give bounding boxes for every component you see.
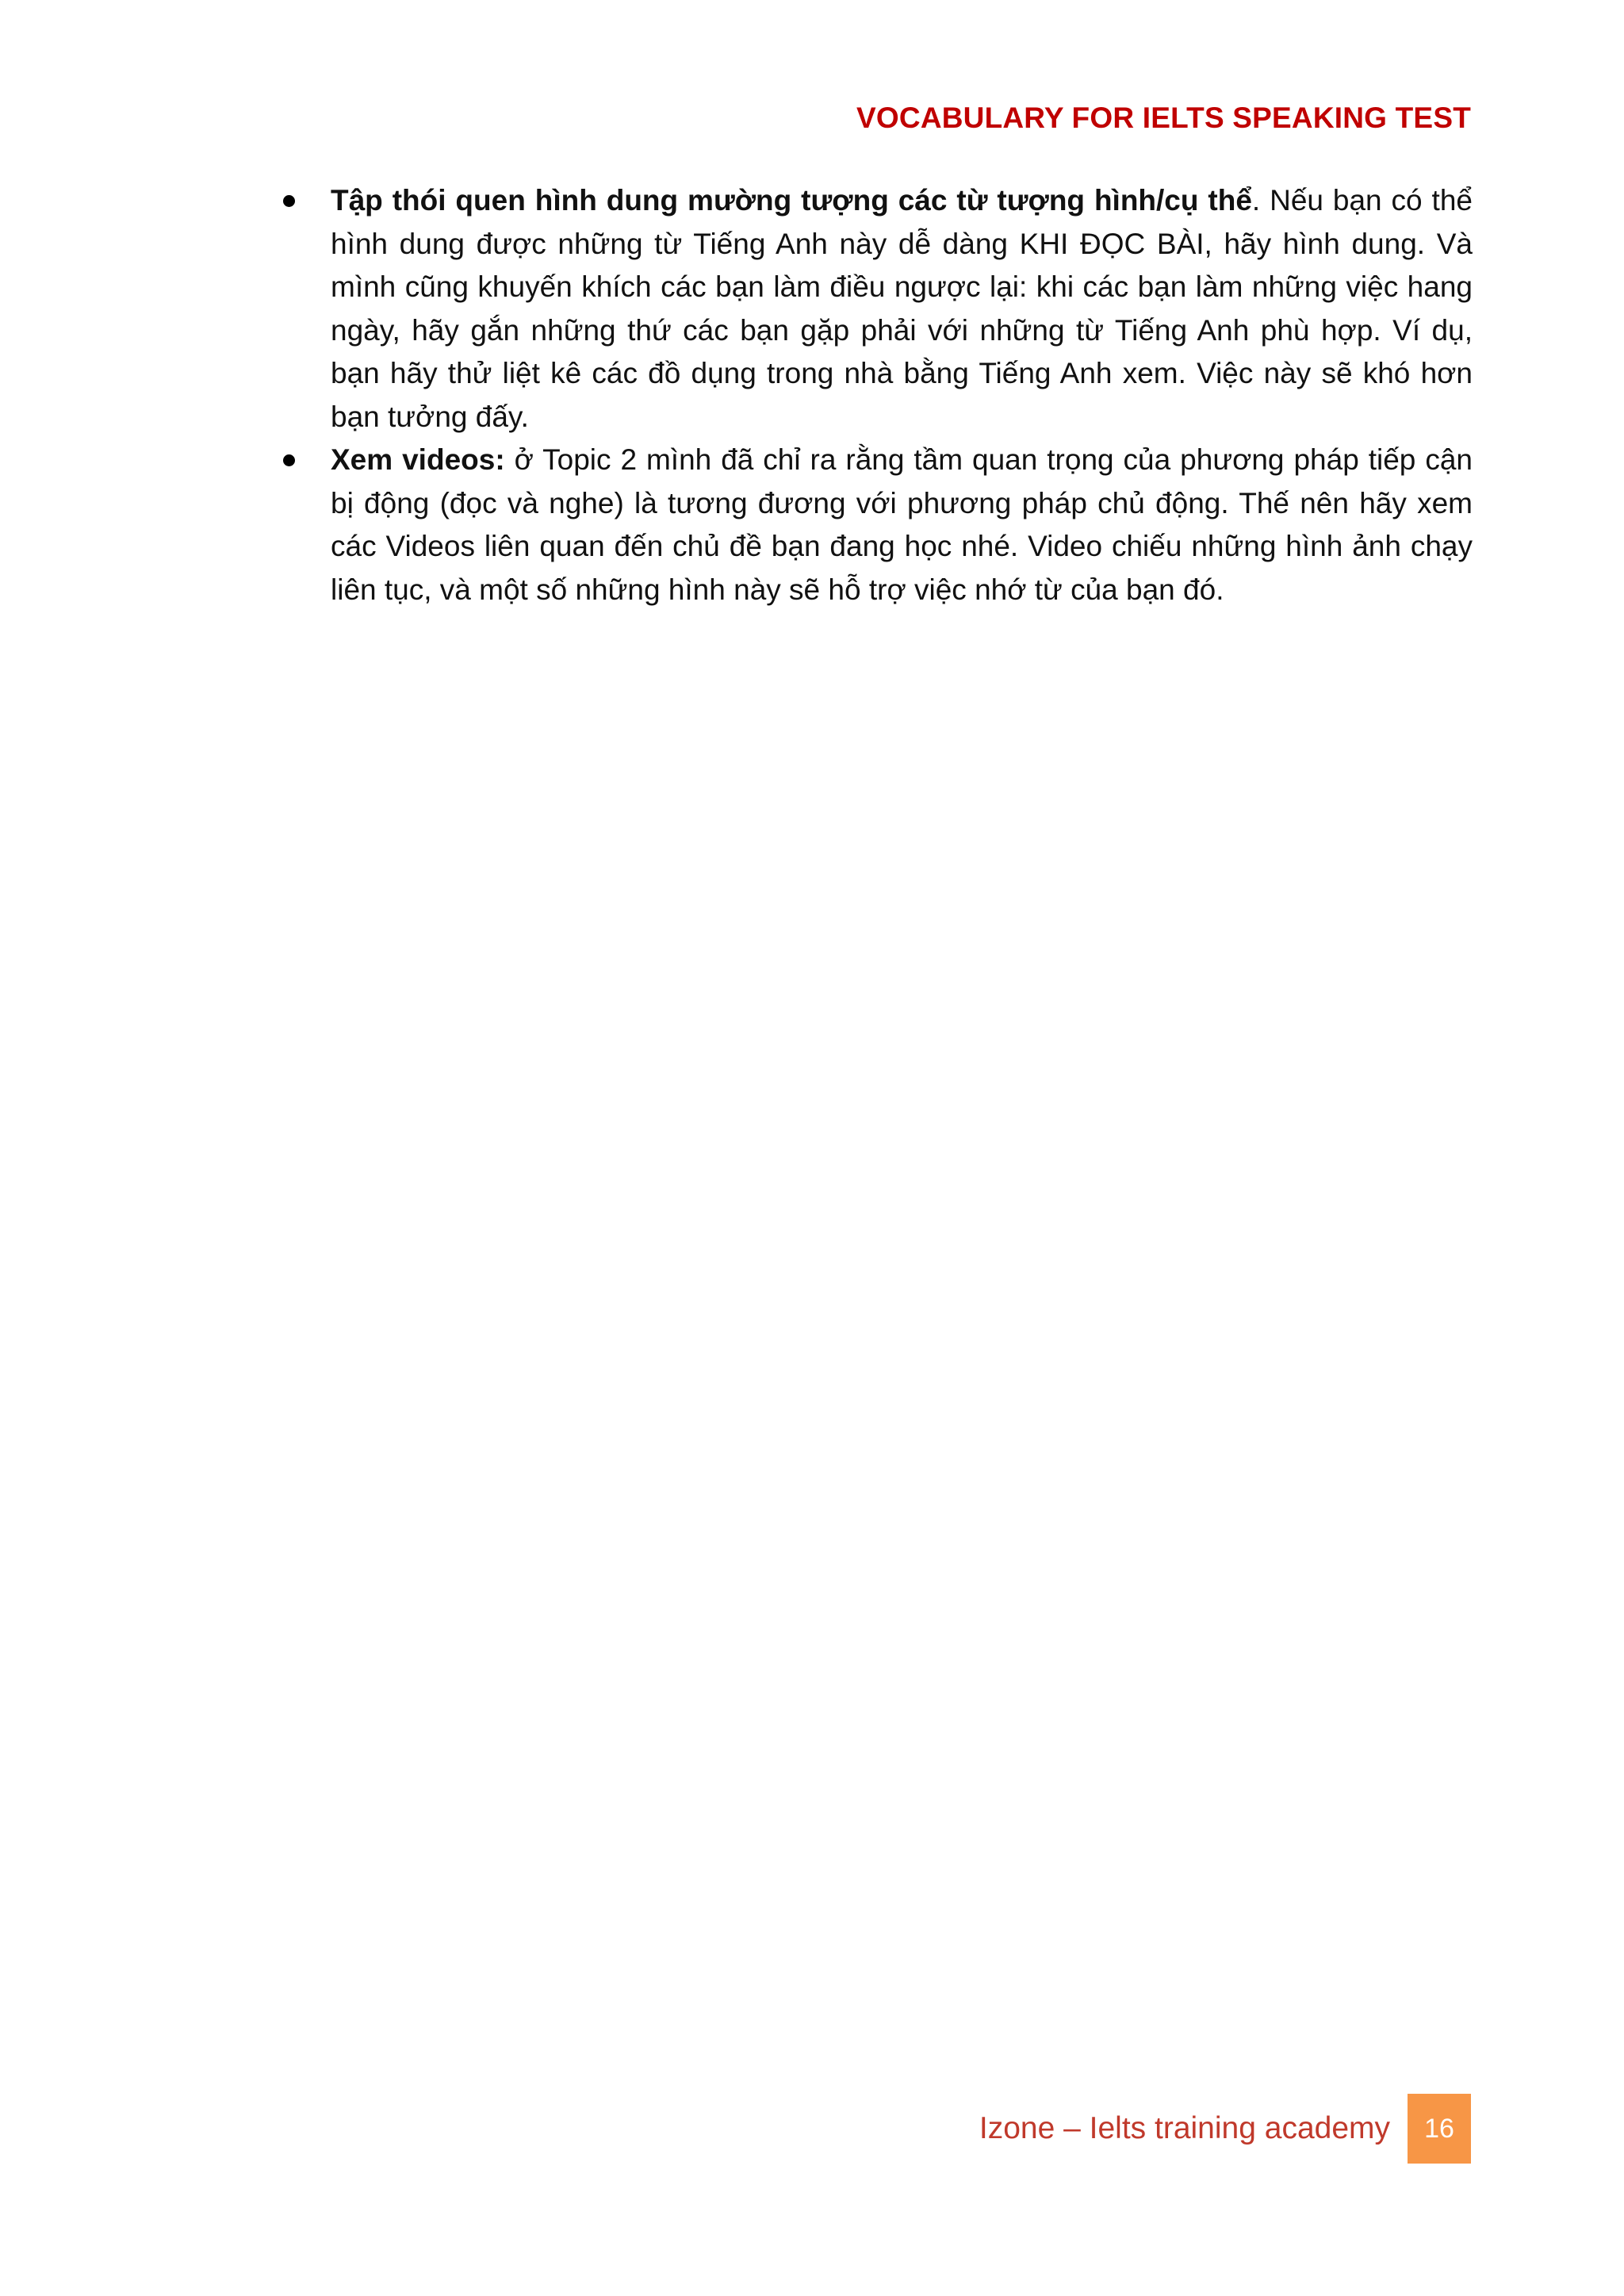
page-content [277,179,1473,611]
bullet-item-videos [277,439,1473,611]
bullet-item-visualize [277,179,1473,439]
page-number-badge [1408,2094,1471,2164]
page-footer [979,2094,1471,2164]
bullet-body: . Nếu bạn có thể hình dung được những từ Tiếng Anh này dễ dàng KHI ĐỌC BÀI, hãy hình dung. Và mình cũng khuyến khích các bạn làm điều ngược lại: khi các bạn làm những việc hang ngày, hãy gắn những thứ các bạn gặp phải với những từ Tiếng Anh phù hợp. Ví dụ, bạn hãy thử liệt kê các đồ dụng trong nhà bằng Tiếng Anh xem. Việc này sẽ khó hơn bạn tưởng đấy. [331,184,1473,433]
footer-text: Izone – Ielts training academy [979,2111,1390,2145]
page-number: 16 [1424,2113,1454,2144]
bullet-heading: Xem videos: [331,443,505,476]
header-title: VOCABULARY FOR IELTS SPEAKING TEST [856,102,1471,134]
bullet-dot-icon [283,195,295,207]
bullet-list [277,179,1473,611]
bullet-heading: Tập thói quen hình dung mường tượng các từ tượng hình/cụ thể [331,184,1252,217]
bullet-dot-icon [283,454,295,466]
bullet-body: ở Topic 2 mình đã chỉ ra rằng tầm quan trọng của phương pháp tiếp cận bị động (đọc và nghe) là tương đương với phương pháp chủ động. Thế nên hãy xem các Videos liên quan đến chủ đề bạn đang học nhé. Video chiếu những hình ảnh chạy liên tục, và một số những hình này sẽ hỗ trợ việc nhớ từ của bạn đó. [331,443,1473,606]
